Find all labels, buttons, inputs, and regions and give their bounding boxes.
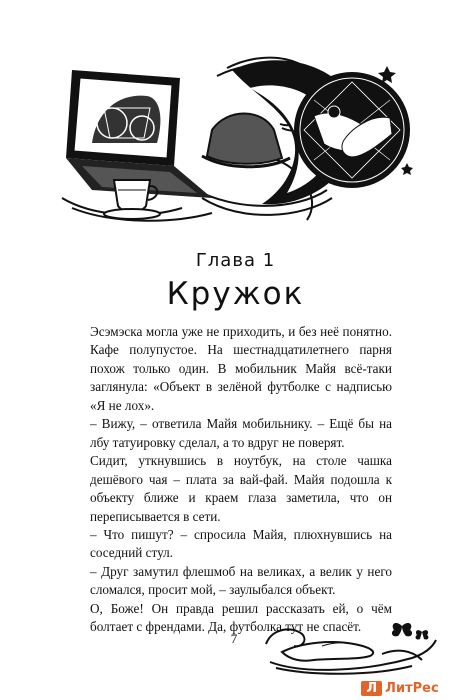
chapter-title: Кружок xyxy=(166,276,305,312)
hand-icon xyxy=(282,642,373,661)
butterfly-icon xyxy=(392,623,429,640)
chapter-body xyxy=(90,323,392,637)
hat-icon xyxy=(202,114,290,167)
paragraph: – Что пишут? – спросила Майя, плюхнувшись на соседний стул. xyxy=(90,526,392,561)
handshake-medallion-icon xyxy=(294,72,410,188)
page-number: 7 xyxy=(230,631,238,646)
paragraph: – Друг замутил флешмоб на великах, а велик у него сломался, просит мой, – заулыбался объект. xyxy=(90,563,392,598)
chapter-label: Глава 1 xyxy=(195,250,276,271)
watermark-text: ЛитРес xyxy=(385,680,439,696)
watermark-mark: Л xyxy=(361,681,382,696)
watermark-badge xyxy=(333,678,467,698)
laptop-icon xyxy=(66,70,212,198)
footer-ornament xyxy=(262,618,440,676)
paragraph: – Вижу, – ответила Майя мобильнику. – Ещё бы на лбу татуировку сделал, а то вдруг не поверят. xyxy=(90,416,392,450)
paragraph: Эсэмэска могла уже не приходить, и без неё понятно. Кафе полупустое. На шестнадцатилетнего парня похож только один. В мобильник Майя всё-таки заглянула: «Объект в зелёной футболке с надписью «Я не лох». xyxy=(90,324,392,413)
chapter-header-illustration xyxy=(52,48,422,226)
paragraph: Сидит, уткнувшись в ноутбук, на столе чашка дешёвого чая – плата за вай-фай. Майя подошла к объекту ближе и краем глаза заметила, что он переписывается в сети. xyxy=(90,453,392,524)
paragraph: О, Боже! Он правда решил рассказать ей, о чём болтает с френдами. Да, футболка тут не спасёт. xyxy=(90,600,392,635)
